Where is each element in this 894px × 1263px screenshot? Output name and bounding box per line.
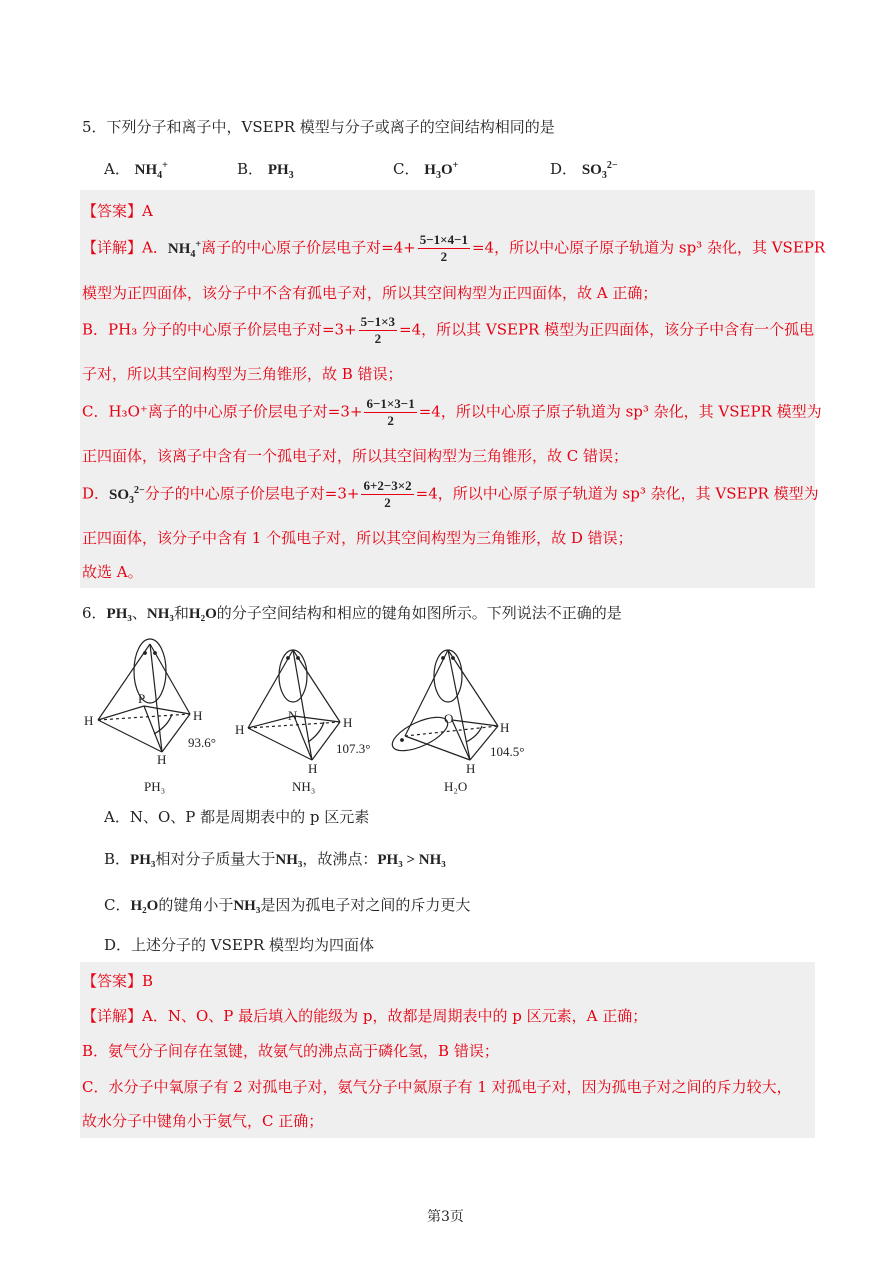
- q6-answer: 【答案】B: [82, 972, 154, 990]
- q5-answer: 【答案】A: [82, 202, 153, 220]
- page-number: 第3页: [427, 1209, 464, 1225]
- q6-option-b: B．PH₃相对分子质量大于NH₃，故沸点：PH₃ > NH₃: [104, 850, 446, 868]
- q5-detail-d-cont: 正四面体，该分子中含有 1 个孤电子对，所以其空间构型为三角锥形，故 D 错误；: [82, 529, 633, 547]
- caption-nh3: NH₃: [292, 779, 316, 794]
- atom-h: H: [193, 708, 203, 723]
- molecule-figures: [80, 636, 540, 801]
- atom-p: P: [138, 691, 146, 706]
- q6-option-a: A．N、O、P 都是周期表中的 p 区元素: [104, 808, 370, 826]
- q6-detail-a: 【详解】A．N、O、P 最后填入的能级为 p，故都是周期表中的 p 区元素，A 正确；: [82, 1007, 648, 1025]
- q5-detail-b-cont: 子对，所以其空间构型为三角锥形，故 B 错误；: [82, 365, 403, 383]
- q5-option-a: A． $NH_4^+$: [104, 160, 168, 181]
- q5-conclusion: 故选 A。: [82, 563, 143, 581]
- q5-detail-d: D．$SO_3^{2-}$分子的中心原子价层电子对=3+ $\frac{6+2-3\times 2}{2}$ =4，所以中心原子原子轨道为 sp³ 杂化，其 VSEPR 模型为: [82, 478, 819, 510]
- atom-n: N: [288, 708, 298, 723]
- angle-label-ph3: 93.6°: [188, 735, 216, 750]
- q5-option-b: B． $PH_3$: [237, 160, 294, 181]
- q6-stem: 6．PH₃、NH₃和H₂O的分子空间结构和相应的键角如图所示。下列说法不正确的是: [82, 604, 622, 622]
- q5-detail-a: 【详解】A．$NH_4^+$离子的中心原子价层电子对=4+ $\frac{5-1\times 4-1}{2}$ =4，所以中心原子原子轨道为 sp³ 杂化，其 VSEPR: [82, 232, 826, 264]
- angle-label-h2o: 104.5°: [490, 744, 525, 759]
- q5-detail-a-cont: 模型为正四面体，该分子中不含有孤电子对，所以其空间构型为正四面体，故 A 正确；: [82, 284, 658, 302]
- atom-h: H: [157, 752, 167, 767]
- caption-h2o: H₂O: [444, 779, 468, 794]
- atom-o: O: [444, 711, 454, 726]
- angle-label-nh3: 107.3°: [336, 741, 371, 756]
- q6-detail-c: C．水分子中氧原子有 2 对孤电子对，氨气分子中氮原子有 1 对孤电子对，因为孤电子对之间的斥力较大，: [82, 1078, 792, 1096]
- atom-h: H: [308, 761, 318, 776]
- q5-detail-b: B．PH₃ 分子的中心原子价层电子对=3+ $\frac{5-1\times 3}{2}$ =4，所以其 VSEPR 模型为正四面体，该分子中含有一个孤电: [82, 314, 815, 346]
- q6-option-c: C．H₂O的键角小于NH₃是因为孤电子对之间的斥力更大: [104, 896, 471, 914]
- q6-option-d: D．上述分子的 VSEPR 模型均为四面体: [104, 936, 375, 954]
- caption-ph3: PH₃: [144, 779, 166, 794]
- figure-h2o: [388, 650, 498, 760]
- figure-nh3: [248, 650, 340, 760]
- atom-h: H: [84, 713, 94, 728]
- q5-detail-c-cont: 正四面体，该离子中含有一个孤电子对，所以其空间构型为三角锥形，故 C 错误；: [82, 447, 629, 465]
- atom-h: H: [343, 715, 353, 730]
- q6-detail-c-cont: 故水分子中键角小于氨气，C 正确；: [82, 1112, 324, 1130]
- q5-detail-c: C．H₃O⁺离子的中心原子价层电子对=3+ $\frac{6-1\times 3-1}{2}$ =4，所以中心原子原子轨道为 sp³ 杂化，其 VSEPR 模型为: [82, 396, 822, 428]
- atom-h: H: [500, 720, 510, 735]
- q5-stem: 5．下列分子和离子中，VSEPR 模型与分子或离子的空间结构相同的是: [82, 118, 555, 136]
- q6-detail-b: B．氨气分子间存在氢键，故氨气的沸点高于磷化氢，B 错误；: [82, 1042, 499, 1060]
- q5-option-d: D． $SO_3^{2-}$: [550, 160, 618, 181]
- atom-h: H: [235, 722, 245, 737]
- atom-h: H: [466, 761, 476, 776]
- q5-option-c: C． $H_3O^+$: [393, 160, 459, 181]
